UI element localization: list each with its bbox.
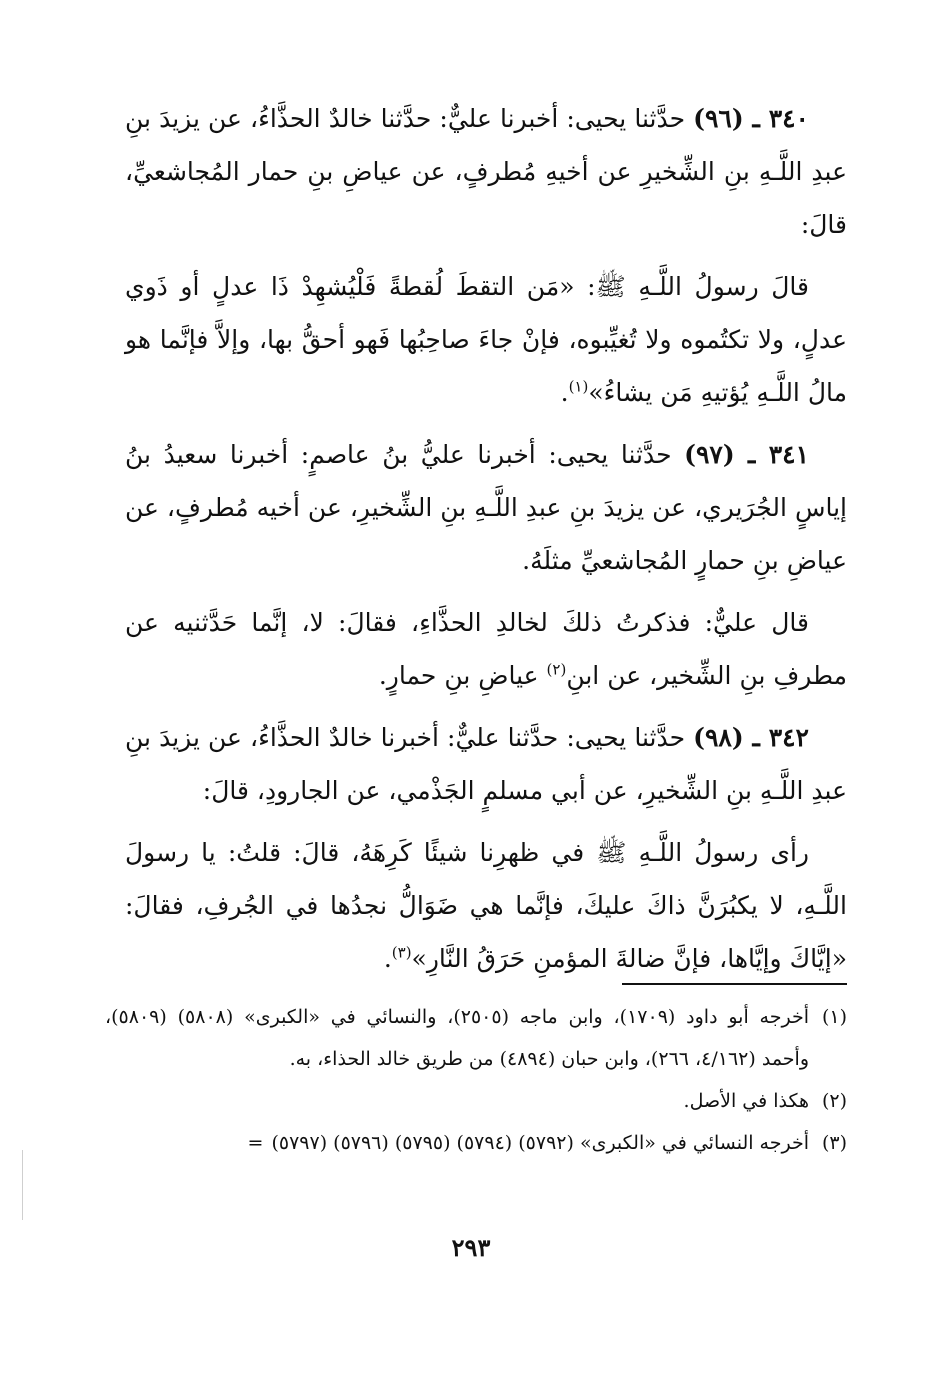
footnote-separator [622, 983, 847, 985]
footnote-number: (٢) [821, 1090, 847, 1112]
hadith-340-intro [125, 92, 847, 251]
hadith-342-intro [125, 711, 847, 817]
footnote-item [105, 1122, 847, 1164]
scan-edge-line [22, 1150, 23, 1220]
isnad-text: حدَّثنا يحيى: حدَّثنا عليٌّ: أخبرنا خالدٌ الحذَّاءُ، عن يزيدَ بنِ عبدِ اللَّـهِ بنِ الشِّخيرِ، عن أبي مسلمٍ الجَذْمي، عن الجارودِ، قالَ: [125, 723, 847, 805]
footnote-ref[interactable]: (٣) [391, 943, 412, 962]
hadith-number: ٣٤١ ـ (٩٧) [684, 440, 810, 469]
footnote-ref[interactable]: (٢) [546, 660, 567, 679]
continuation-mark: = [247, 1132, 264, 1154]
footnote-number: (٣) [821, 1132, 847, 1154]
footnotes [105, 996, 847, 1164]
matn-end: . [560, 378, 569, 407]
isnad-text: حدَّثنا يحيى: أخبرنا عليُّ بنُ عاصمٍ: أخبرنا سعيدُ بنُ إياسٍ الجُرَيري، عن يزيدَ بنِ عبدِ اللَّـهِ بنِ الشِّخيرِ، عن أخيه مُطرفٍ، عن عياضِ بنِ حمارٍ المُجاشعيِّ مثلَهُ. [125, 440, 847, 575]
footnote-ref[interactable]: (١) [568, 377, 589, 396]
isnad-text: حدَّثنا يحيى: أخبرنا عليٌّ: حدَّثنا خالدٌ الحذَّاءُ، عن يزيدَ بنِ عبدِ اللَّـهِ بنِ الشِّخيرِ عن أخيهِ مُطرفٍ، عن عياضِ بنِ حمار المُجاشعيِّ، قالَ: [125, 104, 847, 239]
matn-text: رأى رسولُ اللَّـهِ ﷺ في ظهرِنا شيئًا كَرِهَهُ، قالَ: قلتُ: يا رسولَ اللَّـهِ، لا يكبُرَنَّ ذاكَ عليكَ، فإنَّما هي ضَوَالُّ نجدُها في الجُرفِ، فقالَ: «إيَّاكَ وإيَّاها، فإنَّ ضالةَ المؤمنِ حَرَقُ النَّارِ» [125, 838, 847, 973]
footnote-number: (١) [821, 1006, 847, 1028]
hadith-341-text [125, 596, 847, 702]
main-text [125, 92, 847, 994]
footnote-text: أخرجه النسائي في «الكبرى» (٥٧٩٢) (٥٧٩٤) (٥٧٩٥) (٥٧٩٦) (٥٧٩٧) [271, 1132, 809, 1154]
hadith-number: ٣٤٠ ـ (٩٦) [693, 104, 809, 133]
hadith-341-intro [125, 428, 847, 587]
hadith-340-text [125, 260, 847, 419]
matn-end: . [383, 944, 392, 973]
hadith-number: ٣٤٢ ـ (٩٨) [693, 723, 809, 752]
footnote-item [105, 996, 847, 1080]
matn-text: قالَ رسولُ اللَّـهِ ﷺ: «مَن التقطَ لُقطةً فَلْيُشهِدْ ذَا عدلٍ أو ذَوي عدلٍ، ولا تكتُموه ولا تُغيِّبوه، فإنْ جاءَ صاحِبُها فَهو أحقُّ بها، وإلاَّ فإنَّما هو مالُ اللَّـهِ يُؤتيهِ مَن يشاءُ» [125, 272, 847, 407]
matn-text: قال عليٌّ: فذكرتُ ذلكَ لخالدِ الحذَّاءِ، فقالَ: لا، إنَّما حَدَّثنيه عن مطرفِ بنِ الشِّخير، عن ابنِ [125, 608, 847, 690]
footnote-text: أخرجه أبو داود (١٧٠٩)، وابن ماجه (٢٥٠٥)، والنسائي في «الكبرى» (٥٨٠٨) (٥٨٠٩)، وأحمد (٤/١٦٢، ٢٦٦)، وابن حبان (٤٨٩٤) من طريق خالد الحذاء، به. [105, 1006, 809, 1070]
footnote-text: هكذا في الأصل. [683, 1090, 809, 1112]
hadith-342-text [125, 826, 847, 985]
matn-end: عياضِ بنِ حمارٍ. [378, 661, 547, 690]
footnote-item [105, 1080, 847, 1122]
page-number: ٢٩٣ [451, 1233, 491, 1262]
